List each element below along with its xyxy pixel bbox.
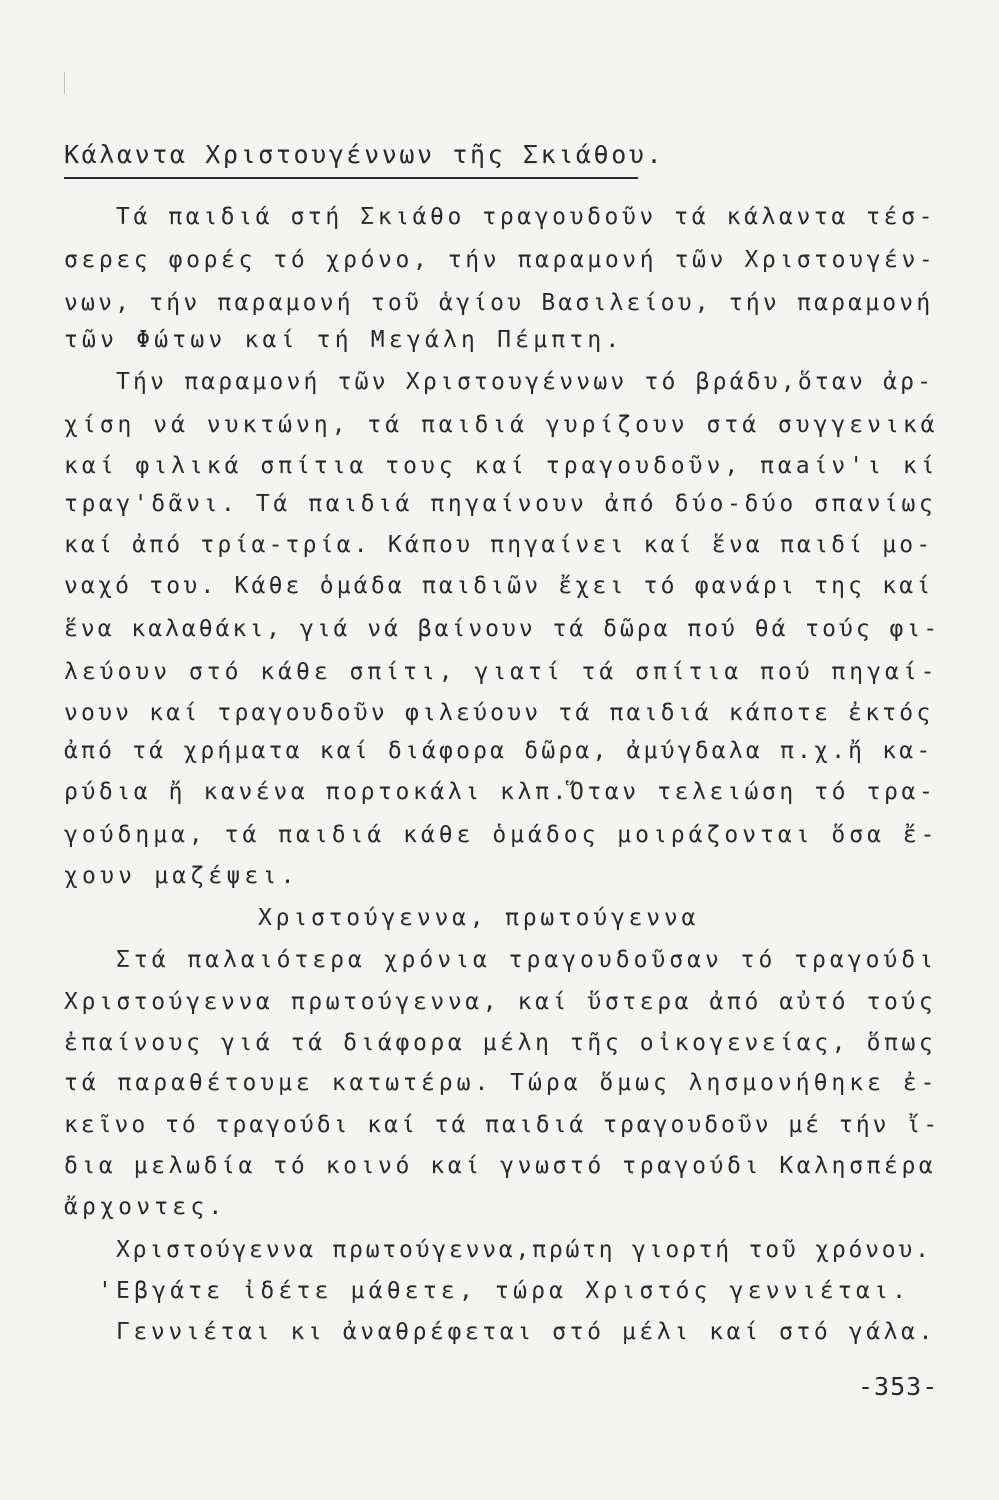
verse-line: Χριστούγεννα πρωτούγεννα,πρώτη γιορτή τοῦ χρόνου. [116,1237,932,1263]
verse-line: 'Εβγάτε ἰδέτε μάθετε, τώρα Χριστός γεννιέται. [98,1278,911,1304]
paragraph-3-line: Χριστούγεννα πρωτούγεννα, καί ὕστερα ἀπό αὐτό τούς [64,989,937,1015]
paragraph-2-line: γούδημα, τά παιδιά κάθε ὁμάδος μοιράζονται ὅσα ἔ- [64,822,939,848]
paragraph-2-line: χουν μαζέψει. [64,863,299,889]
paragraph-2-line: καί φιλικά σπίτια τους καί τραγουδοῦν, παaίν'ι κί [64,453,939,479]
paragraph-1-line: νων, τήν παραμονή τοῦ ἁγίου Βασιλείου, τήν παραμονή [64,290,934,316]
paragraph-2-line: Τήν παραμονή τῶν Χριστουγέννων τό βράδυ,ὅταν ἀρ- [116,369,935,395]
paragraph-1-line: σερες φορές τό χρόνο, τήν παραμονή τῶν Χριστουγέν- [64,247,937,273]
paragraph-2-line: τραγ'δᾶνι. Τά παιδιά πηγαίνουν ἀπό δύο-δύο σπανίως [64,491,937,517]
song-heading: Χριστούγεννα, πρωτούγεννα [258,905,700,931]
paragraph-2-line: νουν καί τραγουδοῦν φιλεύουν τά παιδιά κάποτε ἐκτός [64,700,934,726]
paragraph-2-line: ναχό του. Κάθε ὁμάδα παιδιῶν ἔχει τό φανάρι της καί [64,573,934,599]
paragraph-3-line: ἄρχοντες. [64,1194,227,1220]
paragraph-2-line: λεύουν στό κάθε σπίτι, γιατί τά σπίτια πού πηγαί- [64,659,939,685]
paragraph-2-line: καί ἀπό τρία-τρία. Κάπου πηγαίνει καί ἕνα παιδί μο- [64,532,934,558]
paragraph-3-line: ἐπαίνους γιά τά διάφορα μέλη τῆς οἰκογενείας, ὅπως [64,1030,937,1056]
title-underline [64,177,638,179]
document-title: Κάλαντα Χριστουγέννων τῆς Σκιάθου. [64,140,665,169]
paragraph-1-line: τῶν Φώτων καί τή Μεγάλη Πέμπτη. [64,327,624,353]
page-number: -353- [858,1372,939,1401]
paragraph-3-line: κεῖνο τό τραγούδι καί τά παιδιά τραγουδοῦν μέ τήν ἴ- [64,1112,941,1138]
paragraph-2-line: ἕνα καλαθάκι, γιά νά βαίνουν τά δῶρα πού θά τούς φι- [64,616,941,642]
paragraph-2-line: χίση νά νυκτώνη, τά παιδιά γυρίζουν στά συγγενικά [64,412,939,438]
paragraph-3-line: δια μελωδία τό κοινό καί γνωστό τραγούδι Καλησπέρα [64,1153,937,1179]
paragraph-3-line: τά παραθέτουμε κατωτέρω. Τώρα ὅμως λησμονήθηκε ἐ- [64,1070,939,1096]
paragraph-2-line: ρύδια ἤ κανένα πορτοκάλι κλπ.Ὅταν τελειώση τό τρα- [64,779,937,805]
verse-line: Γεννιέται κι ἀναθρέφεται στό μέλι καί στό γάλα. [116,1319,937,1345]
paragraph-3-line: Στά παλαιότερα χρόνια τραγουδοῦσαν τό τραγούδι [116,947,937,973]
paragraph-1-line: Τά παιδιά στή Σκιάθο τραγουδοῦν τά κάλαντα τέσ- [116,204,937,230]
paragraph-2-line: ἀπό τά χρήματα καί διάφορα δῶρα, ἀμύγδαλα π.χ.ἤ κα- [64,738,934,764]
margin-mark [64,72,65,94]
